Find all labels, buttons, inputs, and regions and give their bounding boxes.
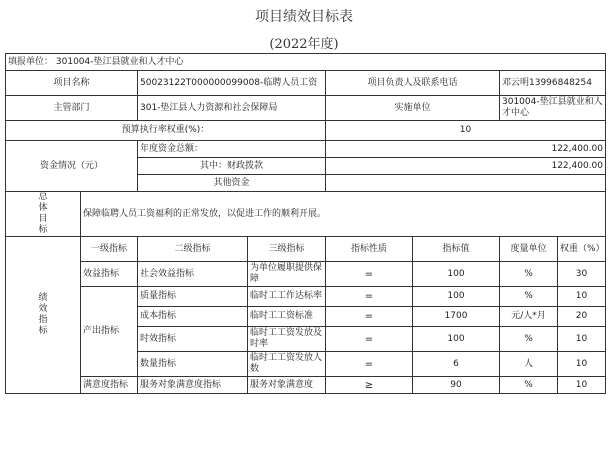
table-row <box>6 287 606 307</box>
row-level3: 临时工工资发放人数 <box>248 352 326 377</box>
row-nature: = <box>326 327 413 352</box>
row-value: 90 <box>413 377 500 394</box>
row-level3: 为单位履职提供保障 <box>248 262 326 287</box>
funds-other-value <box>326 175 606 192</box>
row-level2: 质量指标 <box>138 287 248 307</box>
funds-other-label: 其他资金 <box>138 175 326 192</box>
row-unit: % <box>500 377 558 394</box>
goal-text: 保障临聘人员工资福利的正常发放，以促进工作的顺利开展。 <box>81 192 606 237</box>
row-unit: % <box>500 327 558 352</box>
report-year: (2022年度) <box>269 37 339 52</box>
project-name-value: 50023122T000000099008-临聘人员工资 <box>138 71 326 96</box>
header-unit: 度量单位 <box>500 237 558 262</box>
indicators-label-text: 绩效指标 <box>38 293 48 336</box>
row-level3: 临时工工资发放及时率 <box>248 327 326 352</box>
row-level3: 服务对象满意度 <box>248 377 326 394</box>
row-level2: 成本指标 <box>138 307 248 327</box>
row-level1: 效益指标 <box>81 262 138 287</box>
table-row <box>6 262 606 287</box>
row-value: 1700 <box>413 307 500 327</box>
row-level3: 临时工工资标准 <box>248 307 326 327</box>
report-title: 项目绩效目标表 <box>255 9 353 25</box>
project-name-label: 项目名称 <box>6 71 138 96</box>
funds-fiscal-value: 122,400.00 <box>326 158 606 175</box>
contact-value: 邓云明13996848254 <box>500 71 606 96</box>
row-level1: 产出指标 <box>81 287 138 377</box>
row-nature: = <box>326 262 413 287</box>
row-unit: % <box>500 287 558 307</box>
unit-row <box>6 54 606 71</box>
row-weight: 10 <box>558 377 606 394</box>
row-unit: % <box>500 262 558 287</box>
funds-total-value: 122,400.00 <box>326 141 606 158</box>
row-weight: 10 <box>558 327 606 352</box>
weight-label: 预算执行率权重(%)： <box>6 121 326 141</box>
row-level2: 数量指标 <box>138 352 248 377</box>
unit-value: 301004-垫江县就业和人才中心 <box>55 56 184 67</box>
row-level1: 满意度指标 <box>81 377 138 394</box>
row-level2: 社会效益指标 <box>138 262 248 287</box>
row-level2: 服务对象满意度指标 <box>138 377 248 394</box>
row-weight: 30 <box>558 262 606 287</box>
header-weight: 权重（%） <box>558 237 606 262</box>
goal-label <box>6 192 81 237</box>
dept-label: 主管部门 <box>6 96 138 121</box>
weight-value: 10 <box>326 121 606 141</box>
row-value: 100 <box>413 287 500 307</box>
impl-label: 实施单位 <box>326 96 500 121</box>
table-row <box>6 377 606 394</box>
header-level1: 一级指标 <box>81 237 138 262</box>
row-nature: ≥ <box>326 377 413 394</box>
performance-table <box>5 53 606 394</box>
funds-fiscal-label: 其中：财政拨款 <box>138 158 326 175</box>
contact-label: 项目负责人及联系电话 <box>326 71 500 96</box>
row-weight: 20 <box>558 307 606 327</box>
row-level2: 时效指标 <box>138 327 248 352</box>
header-level2: 二级指标 <box>138 237 248 262</box>
funds-label: 资金情况（元） <box>6 141 138 192</box>
header-value: 指标值 <box>413 237 500 262</box>
header-nature: 指标性质 <box>326 237 413 262</box>
goal-label-text: 总体目标 <box>38 192 48 235</box>
row-nature: = <box>326 352 413 377</box>
row-nature: = <box>326 287 413 307</box>
row-value: 100 <box>413 327 500 352</box>
row-value: 6 <box>413 352 500 377</box>
unit-label: 填报单位： <box>8 56 54 67</box>
indicators-label <box>6 237 81 394</box>
row-nature: = <box>326 307 413 327</box>
header-level3: 三级指标 <box>248 237 326 262</box>
row-value: 100 <box>413 262 500 287</box>
impl-value: 301004-垫江县就业和人才中心 <box>500 96 606 121</box>
funds-total-label: 年度资金总额： <box>138 141 326 158</box>
row-unit: 元/人*月 <box>500 307 558 327</box>
row-weight: 10 <box>558 287 606 307</box>
row-weight: 10 <box>558 352 606 377</box>
row-unit: 人 <box>500 352 558 377</box>
dept-value: 301-垫江县人力资源和社会保障局 <box>138 96 326 121</box>
row-level3: 临时工工作达标率 <box>248 287 326 307</box>
